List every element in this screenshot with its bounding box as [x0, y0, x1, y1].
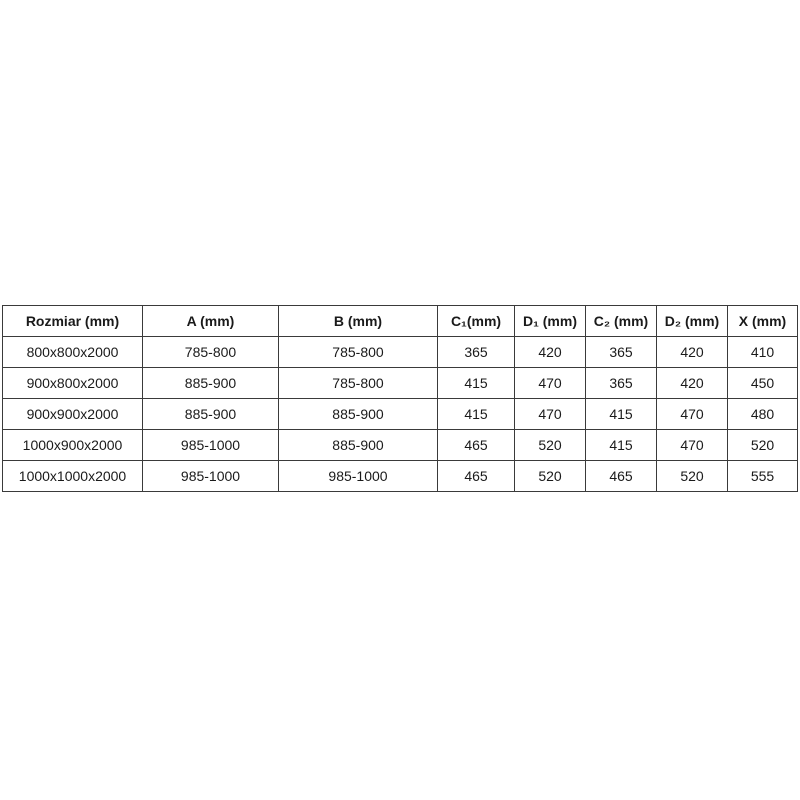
column-header-c1: C₁(mm)	[438, 306, 515, 337]
table-cell: 470	[515, 399, 586, 430]
table-cell: 1000x1000x2000	[3, 461, 143, 492]
table-row	[3, 461, 798, 492]
table-cell: 470	[657, 430, 728, 461]
table-cell: 885-900	[279, 430, 438, 461]
table-cell: 800x800x2000	[3, 337, 143, 368]
table-cell: 520	[657, 461, 728, 492]
table-cell: 985-1000	[143, 430, 279, 461]
table-cell: 520	[728, 430, 798, 461]
table-cell: 465	[438, 430, 515, 461]
table-cell: 985-1000	[279, 461, 438, 492]
table-cell: 415	[586, 430, 657, 461]
table-cell: 365	[586, 337, 657, 368]
table-row	[3, 430, 798, 461]
table-cell: 415	[586, 399, 657, 430]
size-table	[2, 305, 798, 492]
table-cell: 520	[515, 461, 586, 492]
table-cell: 465	[586, 461, 657, 492]
table-cell: 410	[728, 337, 798, 368]
table-cell: 885-900	[279, 399, 438, 430]
size-table-body	[3, 337, 798, 492]
table-cell: 885-900	[143, 368, 279, 399]
table-cell: 480	[728, 399, 798, 430]
header-row	[3, 306, 798, 337]
size-table-container	[2, 305, 797, 492]
table-row	[3, 337, 798, 368]
column-header-rozmiar: Rozmiar (mm)	[3, 306, 143, 337]
column-header-d2: D₂ (mm)	[657, 306, 728, 337]
table-row	[3, 368, 798, 399]
column-header-c2: C₂ (mm)	[586, 306, 657, 337]
table-cell: 1000x900x2000	[3, 430, 143, 461]
table-cell: 900x800x2000	[3, 368, 143, 399]
table-cell: 985-1000	[143, 461, 279, 492]
table-cell: 470	[657, 399, 728, 430]
size-table-head	[3, 306, 798, 337]
table-cell: 450	[728, 368, 798, 399]
column-header-b: B (mm)	[279, 306, 438, 337]
table-cell: 365	[438, 337, 515, 368]
table-cell: 520	[515, 430, 586, 461]
table-cell: 465	[438, 461, 515, 492]
table-cell: 885-900	[143, 399, 279, 430]
table-cell: 415	[438, 399, 515, 430]
table-cell: 420	[515, 337, 586, 368]
column-header-d1: D₁ (mm)	[515, 306, 586, 337]
table-cell: 365	[586, 368, 657, 399]
table-cell: 420	[657, 337, 728, 368]
table-cell: 785-800	[143, 337, 279, 368]
table-cell: 470	[515, 368, 586, 399]
table-cell: 555	[728, 461, 798, 492]
table-cell: 420	[657, 368, 728, 399]
table-row	[3, 399, 798, 430]
table-cell: 415	[438, 368, 515, 399]
table-cell: 900x900x2000	[3, 399, 143, 430]
table-cell: 785-800	[279, 337, 438, 368]
column-header-x: X (mm)	[728, 306, 798, 337]
table-cell: 785-800	[279, 368, 438, 399]
column-header-a: A (mm)	[143, 306, 279, 337]
